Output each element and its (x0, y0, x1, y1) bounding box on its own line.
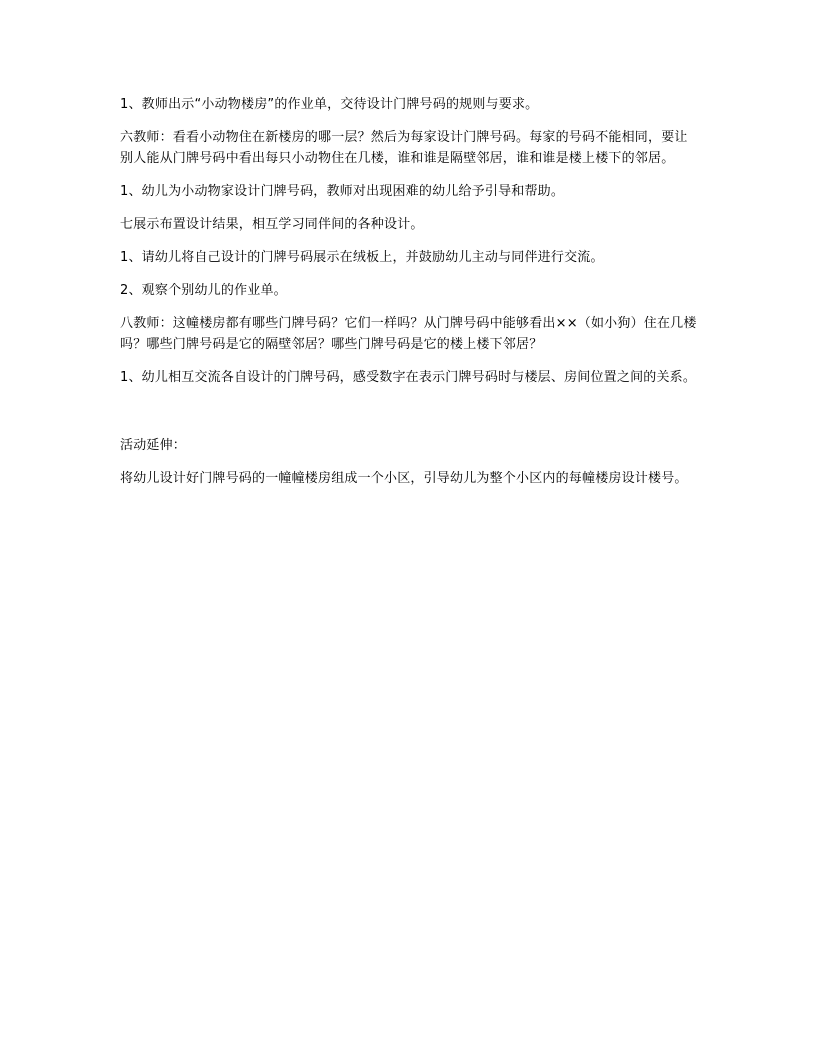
section-spacer (120, 400, 700, 435)
extension-text: 将幼儿设计好门牌号码的一幢幢楼房组成一个小区，引导幼儿为整个小区内的每幢楼房设计楼号。 (120, 471, 688, 486)
paragraph-observe: 2、观察个别幼儿的作业单。 (120, 283, 287, 298)
paragraph-section-seven: 七展示布置设计结果，相互学习同伴间的各种设计。 (120, 217, 424, 232)
document-body (120, 94, 700, 501)
paragraph-display: 1、请幼儿将自己设计的门牌号码展示在绒板上，并鼓励幼儿主动与同伴进行交流。 (120, 250, 604, 265)
paragraph-exchange: 1、幼儿相互交流各自设计的门牌号码，感受数字在表示门牌号码时与楼层、房间位置之间的关系。 (120, 370, 697, 385)
paragraph-child-design: 1、幼儿为小动物家设计门牌号码，教师对出现困难的幼儿给予引导和帮助。 (120, 184, 565, 199)
paragraph-teacher-six: 六教师：看看小动物住在新楼房的哪一层？然后为每家设计门牌号码。每家的号码不能相同，要让别人能从门牌号码中看出每只小动物住在几楼，谁和谁是隔壁邻居，谁和谁是楼上楼下的邻居。 (120, 130, 688, 166)
extension-heading: 活动延伸： (120, 438, 187, 453)
paragraph-step-1: 1、教师出示“小动物楼房”的作业单，交待设计门牌号码的规则与要求。 (120, 97, 539, 112)
paragraph-teacher-eight: 八教师：这幢楼房都有哪些门牌号码？它们一样吗？从门牌号码中能够看出××（如小狗）住在几楼吗？哪些门牌号码是它的隔壁邻居？哪些门牌号码是它的楼上楼下邻居？ (120, 316, 697, 352)
